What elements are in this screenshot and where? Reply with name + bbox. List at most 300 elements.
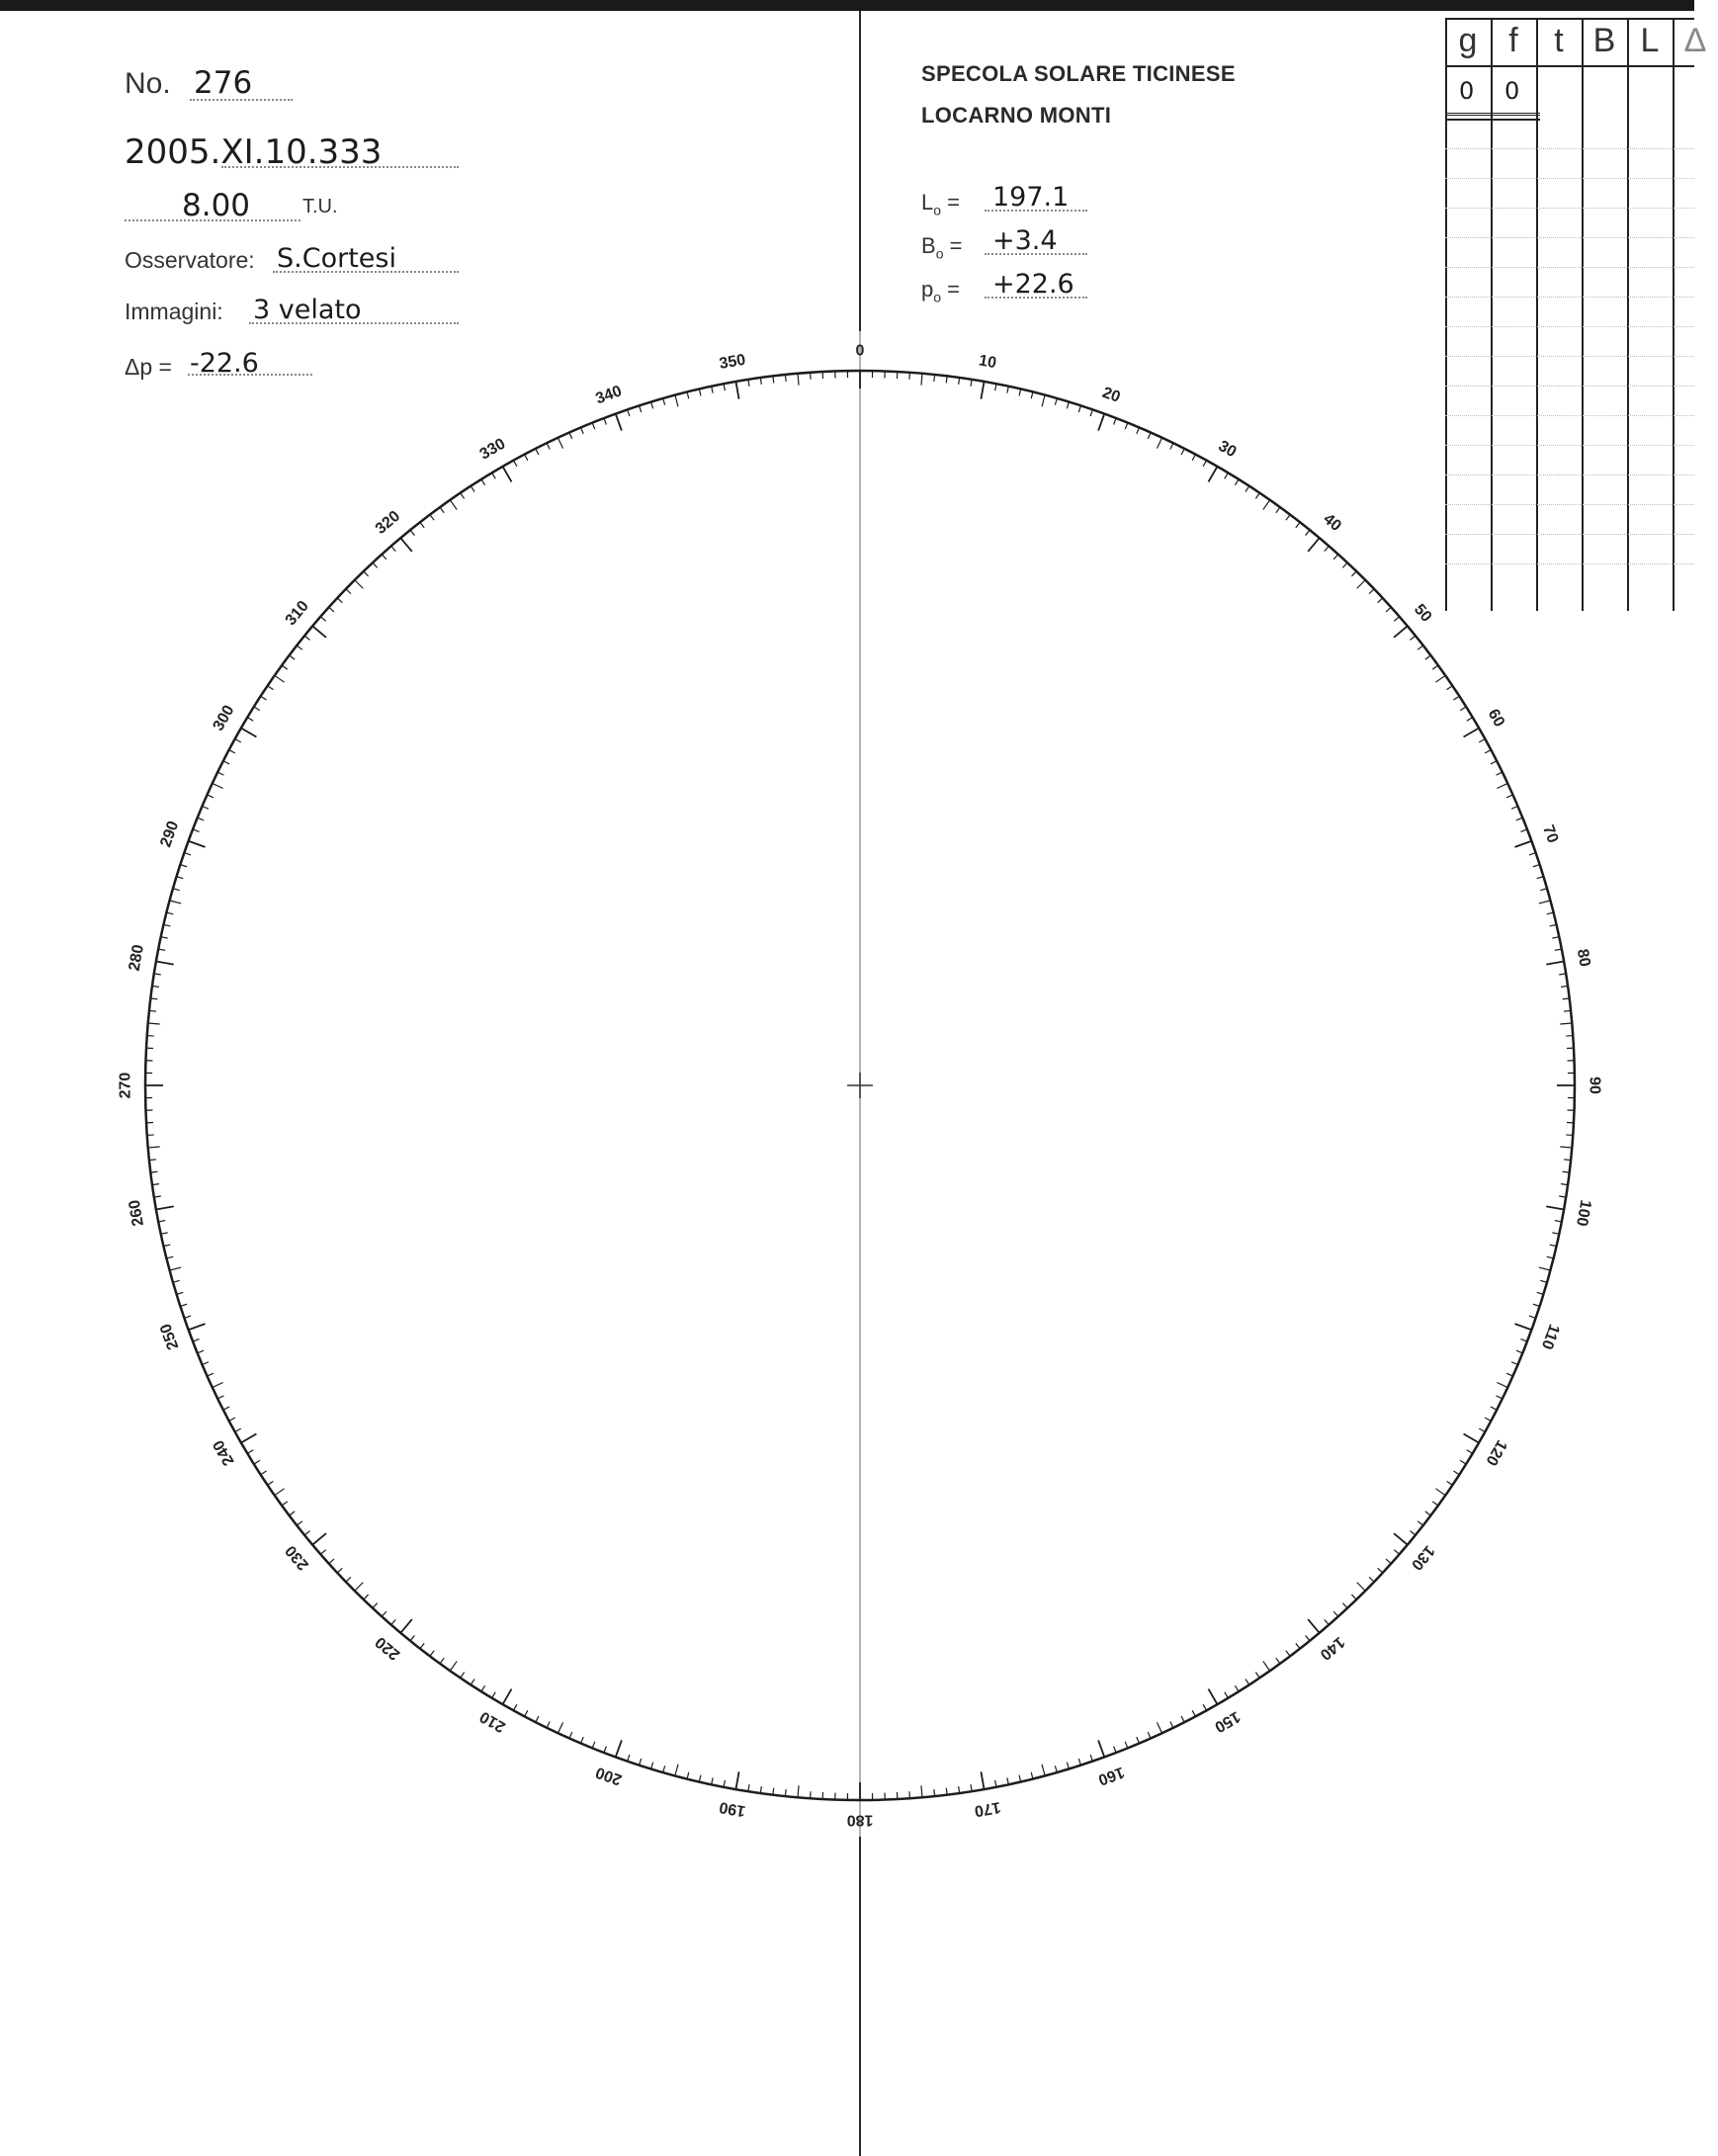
- angle-tick: [217, 772, 223, 775]
- angle-tick: [1209, 467, 1218, 482]
- angle-tick: [1090, 1755, 1092, 1762]
- angle-tick: [1464, 1434, 1480, 1443]
- angle-tick: [247, 718, 253, 722]
- angle-tick: [1539, 1267, 1551, 1270]
- angle-tick: [1464, 729, 1480, 737]
- angle-tick: [420, 522, 424, 528]
- angle-tick: [1467, 1450, 1473, 1454]
- angle-tick: [1432, 1502, 1438, 1506]
- angle-tick: [735, 1771, 738, 1789]
- angle-label: 210: [476, 1707, 509, 1736]
- angle-tick: [1157, 1722, 1161, 1733]
- table-cell-g: 0: [1459, 77, 1475, 105]
- angle-tick: [261, 696, 267, 700]
- angle-label: 270: [117, 1072, 134, 1099]
- angle-tick: [166, 1256, 173, 1258]
- angle-tick: [1007, 387, 1008, 393]
- angle-tick: [1246, 486, 1249, 492]
- angle-tick: [785, 1789, 786, 1796]
- angle-tick: [410, 1635, 414, 1640]
- angle-tick: [189, 841, 206, 847]
- angle-tick: [1325, 1619, 1330, 1624]
- angle-tick: [1497, 772, 1503, 775]
- angle-label: 280: [126, 943, 147, 973]
- angle-tick: [254, 1460, 260, 1464]
- angle-tick: [329, 607, 334, 612]
- angle-tick: [1114, 1746, 1117, 1753]
- angle-tick: [735, 382, 738, 399]
- L0-label: $L_o$ =: [921, 190, 961, 218]
- angle-tick: [471, 1679, 474, 1684]
- angle-tick: [981, 382, 984, 399]
- angle-tick: [1192, 455, 1195, 461]
- angle-tick: [1351, 1595, 1356, 1599]
- angle-label: 130: [1408, 1541, 1438, 1574]
- angle-tick: [241, 729, 257, 737]
- angle-tick: [202, 807, 208, 810]
- angle-tick: [1485, 1418, 1491, 1421]
- angle-tick: [193, 829, 200, 832]
- angle-tick: [1533, 865, 1540, 867]
- angle-tick: [981, 1771, 984, 1789]
- angle-tick: [1410, 636, 1415, 640]
- angle-tick: [712, 1777, 713, 1784]
- p0-value: +22.6: [992, 269, 1074, 300]
- angle-tick: [1342, 1603, 1347, 1608]
- B0-value: +3.4: [992, 225, 1058, 256]
- angle-tick: [1369, 589, 1374, 594]
- angle-label: 340: [593, 383, 625, 408]
- angle-tick: [1148, 1732, 1151, 1738]
- angle-tick: [290, 655, 296, 659]
- angle-tick: [1019, 389, 1021, 396]
- angle-tick: [1078, 405, 1080, 412]
- angle-tick: [1276, 1658, 1280, 1664]
- angle-tick: [247, 1450, 253, 1454]
- angle-tick: [400, 538, 412, 552]
- angle-tick: [616, 1740, 622, 1757]
- angle-tick: [355, 1583, 363, 1591]
- angle-label: 0: [855, 342, 865, 360]
- angle-tick: [1342, 562, 1347, 567]
- angle-tick: [229, 1418, 235, 1421]
- angle-tick: [1394, 1550, 1399, 1555]
- angle-tick: [1090, 409, 1092, 416]
- angle-tick: [1296, 1643, 1300, 1649]
- angle-tick: [1042, 1765, 1045, 1776]
- angle-tick: [1563, 998, 1570, 999]
- angle-tick: [1485, 750, 1491, 753]
- angle-tick: [1514, 841, 1531, 847]
- angle-tick: [798, 374, 799, 386]
- angle-tick: [450, 1661, 457, 1671]
- angle-tick: [450, 500, 457, 510]
- angle-tick: [1506, 1373, 1512, 1376]
- angle-tick: [180, 865, 187, 867]
- angle-tick: [164, 924, 171, 926]
- angle-tick: [1378, 1568, 1383, 1573]
- angle-tick: [651, 402, 653, 409]
- angle-tick: [1308, 538, 1320, 552]
- angle-tick: [1425, 1511, 1431, 1515]
- angle-tick: [184, 1316, 191, 1318]
- time-value: 8.00: [182, 188, 251, 223]
- angle-tick: [471, 486, 474, 492]
- angle-tick: [184, 853, 191, 855]
- angle-label: 60: [1484, 706, 1508, 731]
- angle-tick: [364, 571, 369, 576]
- angle-tick: [513, 1704, 516, 1710]
- angle-tick: [1547, 912, 1554, 914]
- angle-tick: [592, 423, 595, 429]
- angle-tick: [304, 636, 309, 640]
- angle-tick: [1479, 1428, 1485, 1431]
- angle-tick: [934, 1789, 935, 1796]
- angle-tick: [1225, 473, 1229, 478]
- angle-tick: [235, 1428, 241, 1431]
- number-label: No.: [125, 67, 171, 100]
- institution-title: SPECOLA SOLARE TICINESE: [921, 61, 1236, 86]
- angle-tick: [592, 1742, 595, 1748]
- angle-tick: [1417, 646, 1423, 649]
- angle-tick: [1537, 877, 1544, 879]
- angle-tick: [785, 375, 786, 382]
- angle-tick: [1497, 783, 1507, 788]
- angle-tick: [1564, 1160, 1571, 1161]
- angle-tick: [547, 1722, 550, 1728]
- angle-tick: [651, 1763, 653, 1769]
- angle-tick: [1067, 402, 1069, 409]
- angle-tick: [1560, 1147, 1572, 1148]
- angle-tick: [282, 665, 288, 669]
- angle-tick: [1497, 1396, 1503, 1399]
- angle-tick: [461, 1673, 465, 1679]
- angle-tick: [1537, 1292, 1544, 1294]
- angle-label: 20: [1099, 384, 1123, 406]
- angle-tick: [1157, 438, 1161, 449]
- angle-tick: [1263, 1661, 1270, 1671]
- table-header-g: g: [1458, 22, 1478, 59]
- angle-tick: [1467, 718, 1473, 722]
- angle-label: 150: [1211, 1707, 1244, 1736]
- angle-tick: [1511, 1362, 1517, 1365]
- angle-tick: [1533, 1304, 1540, 1306]
- angle-tick: [1031, 391, 1033, 398]
- angle-tick: [675, 1765, 678, 1776]
- angle-tick: [166, 912, 173, 914]
- angle-tick: [640, 405, 642, 412]
- delta-p-label: Δp =: [125, 354, 172, 380]
- angle-tick: [1181, 1716, 1184, 1722]
- angle-tick: [1203, 1704, 1206, 1710]
- angle-tick: [420, 1643, 424, 1649]
- angle-tick: [1447, 686, 1453, 690]
- angle-tick: [1255, 1673, 1259, 1679]
- angle-tick: [440, 507, 444, 513]
- angle-tick: [1497, 1382, 1507, 1387]
- angle-tick: [798, 1785, 799, 1797]
- angle-tick: [1564, 1010, 1571, 1011]
- angle-tick: [177, 1292, 184, 1294]
- angle-label: 300: [210, 702, 238, 734]
- angle-tick: [391, 1619, 396, 1624]
- angle-tick: [1137, 427, 1140, 433]
- angle-tick: [337, 598, 342, 603]
- angle-tick: [675, 395, 678, 407]
- angle-tick: [1357, 580, 1365, 588]
- angle-tick: [1042, 395, 1045, 407]
- angle-label: 110: [1537, 1322, 1563, 1352]
- angle-tick: [430, 515, 434, 521]
- angle-tick: [1432, 665, 1438, 669]
- angle-tick: [1125, 423, 1128, 429]
- table-header-delta: Δ: [1683, 22, 1707, 59]
- table-cell-f: 0: [1504, 77, 1520, 105]
- angle-tick: [492, 473, 496, 478]
- angle-tick: [604, 418, 607, 425]
- angle-tick: [213, 783, 223, 788]
- angle-tick: [558, 438, 562, 449]
- angle-label: 120: [1482, 1436, 1510, 1469]
- angle-tick: [934, 375, 935, 382]
- angle-tick: [712, 387, 713, 393]
- angle-tick: [1491, 761, 1497, 764]
- angle-tick: [1098, 414, 1104, 431]
- angle-tick: [1263, 500, 1270, 510]
- angle-tick: [616, 414, 622, 431]
- angle-tick: [1170, 1722, 1173, 1728]
- angle-tick: [525, 455, 528, 461]
- angle-tick: [1425, 655, 1431, 659]
- angle-tick: [320, 1550, 325, 1555]
- angle-tick: [1529, 853, 1536, 855]
- angle-tick: [1563, 1171, 1570, 1172]
- angle-label: 240: [210, 1436, 238, 1469]
- angle-tick: [149, 1160, 156, 1161]
- angle-tick: [1235, 1685, 1239, 1691]
- angle-tick: [373, 562, 378, 567]
- angle-label: 140: [1316, 1633, 1348, 1664]
- angle-tick: [337, 1568, 342, 1573]
- angle-tick: [1516, 1350, 1522, 1353]
- angle-tick: [312, 1533, 326, 1545]
- angle-tick: [1539, 901, 1551, 904]
- table-header-L: L: [1640, 22, 1660, 59]
- angle-tick: [1460, 707, 1466, 711]
- angle-tick: [773, 1788, 774, 1795]
- angle-tick: [261, 1471, 267, 1475]
- angle-tick: [1114, 418, 1117, 425]
- angle-tick: [1394, 617, 1399, 622]
- angle-tick: [547, 443, 550, 449]
- angle-tick: [1378, 598, 1383, 603]
- angle-tick: [1067, 1763, 1069, 1769]
- angle-tick: [1333, 1611, 1338, 1616]
- angle-tick: [1306, 530, 1310, 535]
- angle-tick: [1514, 1324, 1531, 1330]
- angle-tick: [503, 1689, 512, 1705]
- angle-tick: [156, 961, 174, 964]
- angle-tick: [268, 1481, 274, 1485]
- angle-tick: [492, 1692, 496, 1698]
- angle-label: 170: [973, 1798, 1002, 1820]
- angle-tick: [1296, 522, 1300, 528]
- angle-tick: [430, 1651, 434, 1657]
- angle-tick: [164, 1245, 171, 1247]
- angle-tick: [640, 1759, 642, 1766]
- angle-tick: [217, 1396, 223, 1399]
- angle-tick: [581, 427, 584, 433]
- angle-tick: [1148, 433, 1151, 439]
- angle-tick: [604, 1746, 607, 1753]
- angle-tick: [150, 998, 157, 999]
- angle-tick: [1529, 1316, 1536, 1318]
- angle-label: 50: [1410, 601, 1435, 626]
- angle-tick: [268, 686, 274, 690]
- angle-tick: [1560, 1023, 1572, 1024]
- angle-tick: [946, 376, 947, 383]
- angle-tick: [1225, 1692, 1229, 1698]
- angle-tick: [180, 1304, 187, 1306]
- angle-label: 160: [1095, 1763, 1127, 1788]
- angle-tick: [1546, 1206, 1564, 1209]
- angle-tick: [536, 449, 539, 455]
- angle-tick: [525, 1710, 528, 1716]
- angle-tick: [202, 1362, 208, 1365]
- angle-tick: [161, 1233, 168, 1234]
- angle-tick: [320, 617, 325, 622]
- angle-tick: [170, 901, 182, 904]
- angle-tick: [329, 1559, 334, 1564]
- angle-tick: [304, 1531, 309, 1535]
- angle-tick: [1286, 1651, 1290, 1657]
- angle-tick: [1333, 555, 1338, 560]
- angle-label: 180: [846, 1811, 874, 1829]
- angle-tick: [558, 1722, 562, 1733]
- angle-label: 90: [1586, 1077, 1603, 1094]
- angle-tick: [1203, 461, 1206, 467]
- angle-label: 220: [372, 1633, 404, 1664]
- angle-label: 40: [1320, 510, 1344, 536]
- angle-tick: [581, 1737, 584, 1743]
- angle-tick: [198, 1350, 204, 1353]
- angle-tick: [223, 1407, 229, 1410]
- angle-tick: [297, 1521, 302, 1525]
- angle-tick: [1098, 1740, 1104, 1757]
- angle-tick: [148, 1147, 160, 1148]
- angle-tick: [275, 1489, 285, 1496]
- angle-tick: [213, 1382, 223, 1387]
- angle-tick: [208, 1373, 214, 1376]
- angle-tick: [1511, 807, 1517, 810]
- angle-tick: [687, 1772, 689, 1779]
- angle-tick: [569, 1732, 572, 1738]
- angle-tick: [513, 461, 516, 467]
- table-header-f: f: [1508, 22, 1518, 59]
- angle-tick: [150, 1171, 157, 1172]
- angle-tick: [1325, 546, 1330, 551]
- angle-tick: [1276, 507, 1280, 513]
- angle-tick: [148, 1023, 160, 1024]
- angle-tick: [481, 479, 485, 485]
- angle-tick: [1410, 1531, 1415, 1535]
- p0-label: $p_o$ =: [921, 277, 961, 305]
- angle-tick: [410, 530, 414, 535]
- angle-tick: [1357, 1583, 1365, 1591]
- angle-tick: [373, 1603, 378, 1608]
- angle-tick: [461, 493, 465, 499]
- angle-tick: [1435, 1489, 1445, 1496]
- angle-tick: [503, 467, 512, 482]
- angle-tick: [773, 376, 774, 383]
- angle-tick: [921, 1785, 922, 1797]
- observer-label: Osservatore:: [125, 247, 255, 273]
- angle-tick: [1386, 607, 1391, 612]
- angle-tick: [229, 750, 235, 753]
- angle-tick: [1007, 1777, 1008, 1784]
- angle-tick: [1550, 924, 1557, 926]
- angle-tick: [1369, 1577, 1374, 1582]
- angle-tick: [312, 626, 326, 638]
- angle-label: 10: [977, 352, 998, 373]
- angle-tick: [1246, 1679, 1249, 1684]
- table-header-t: t: [1554, 22, 1564, 59]
- angle-label: 30: [1215, 437, 1240, 462]
- angle-tick: [400, 1619, 412, 1633]
- angle-tick: [699, 1775, 701, 1782]
- angle-tick: [699, 389, 701, 396]
- angle-label: 80: [1573, 947, 1593, 969]
- angle-tick: [481, 1685, 485, 1691]
- time-unit: T.U.: [302, 196, 338, 217]
- angle-tick: [536, 1716, 539, 1722]
- angle-tick: [1192, 1710, 1195, 1716]
- angle-tick: [290, 1511, 296, 1515]
- angle-tick: [1394, 626, 1408, 638]
- angle-tick: [440, 1658, 444, 1664]
- angle-label: 350: [718, 351, 747, 373]
- angle-label: 290: [157, 819, 183, 850]
- angle-tick: [1078, 1759, 1080, 1766]
- angle-tick: [1235, 479, 1239, 485]
- angle-tick: [1286, 515, 1290, 521]
- angle-tick: [208, 795, 214, 798]
- angle-tick: [1435, 675, 1445, 682]
- number-value: 276: [194, 65, 253, 101]
- angle-tick: [1453, 1471, 1459, 1475]
- angle-label: 250: [157, 1321, 183, 1352]
- angle-tick: [1520, 1339, 1527, 1342]
- angle-tick: [1516, 818, 1522, 820]
- angle-tick: [1453, 696, 1459, 700]
- angle-tick: [1552, 937, 1559, 938]
- angle-label: 260: [126, 1198, 147, 1228]
- angle-tick: [382, 1611, 387, 1616]
- angle-tick: [170, 1267, 182, 1270]
- angle-tick: [1546, 961, 1564, 964]
- angle-tick: [1308, 1619, 1320, 1633]
- angle-tick: [1491, 1407, 1497, 1410]
- angle-tick: [149, 1010, 156, 1011]
- angle-tick: [193, 1339, 200, 1342]
- angle-tick: [1447, 1481, 1453, 1485]
- location-title: LOCARNO MONTI: [921, 103, 1112, 128]
- angle-tick: [1031, 1772, 1033, 1779]
- angle-tick: [1550, 1245, 1557, 1247]
- angle-label: 230: [282, 1541, 312, 1574]
- angle-tick: [189, 1324, 206, 1330]
- angle-tick: [1386, 1559, 1391, 1564]
